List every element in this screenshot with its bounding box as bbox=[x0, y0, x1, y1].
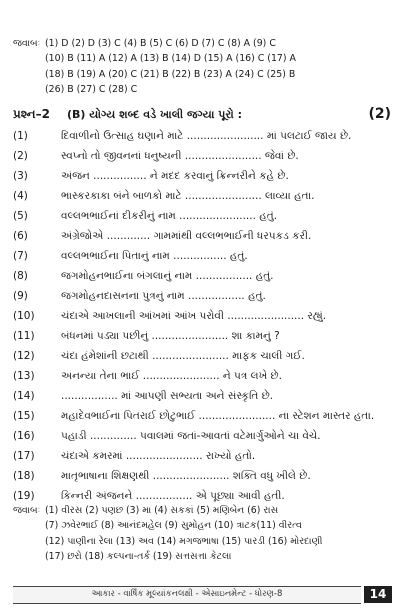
footer-text: આકાર - વાર્ષિક મૂલ્યાંકનલક્ષી - એસાઇનમેન્ટ - ધોરણ-8 bbox=[91, 589, 283, 599]
item-text: ચંદા હંમેશાંની છટાથી ....................... માફક ચાલી ગઈ. bbox=[61, 350, 305, 362]
item-text: વલ્લભભાઈના પિતાનું નામ ................ હતું. bbox=[61, 250, 248, 262]
list-item bbox=[13, 226, 393, 246]
item-text: જગમોહનભાઈના બંગલાનું નામ ................. હતું. bbox=[61, 270, 274, 282]
page-number: 14 bbox=[364, 586, 392, 603]
item-number: (7) bbox=[13, 250, 28, 262]
list-item bbox=[13, 286, 393, 306]
item-number: (8) bbox=[13, 270, 28, 282]
answer-label: જવાબઃ bbox=[13, 38, 41, 49]
answer-block-top bbox=[13, 36, 393, 98]
page-footer bbox=[0, 586, 404, 604]
item-text: બંધનમાં પડ્યા પછીનું ....................... શા કામનું ? bbox=[61, 330, 280, 342]
item-number: (1) bbox=[13, 130, 28, 142]
answer-key-fill: (1) વીરસ (2) પણછ (3) મા (4) સકકાં (5) મણિબેન (6) રાસ (7) ઝવેરભાઈ (8) આનંદમહેલ (9) સુમોહન (10) ત્રાટક(11) વીરત્વ (12) પાણીના રેલા (13) અવ (14) મગજભાષા (15) પારડી (16) મોરદાણી (17) છરો (18) કલ્પના-તર્ક (19) સત્તસત્તા કેટલા bbox=[45, 505, 323, 563]
item-number: (16) bbox=[13, 430, 35, 442]
answer-key-mcq: (1) D (2) D (3) C (4) B (5) C (6) D (7) C (8) A (9) C (10) B (11) A (12) A (13) B (14) D (15) A (16) C (17) A (18) B (19) A (20) C (21) B (22) B (23) A (24) C (25) B (26) B (27) C (28) C bbox=[45, 38, 296, 96]
item-text: ................. માં આપણી સભ્યતા અને સંસ્કૃતિ છે. bbox=[61, 390, 274, 402]
item-text: અનન્યા તેના ભાઈ ....................... ને પત્ર લખે છે. bbox=[61, 370, 283, 382]
item-text: દિવાળીનો ઉત્સાહ ઘણાને માટે ....................... માં પલટાઈ જાય છે. bbox=[61, 130, 352, 142]
item-number: (9) bbox=[13, 290, 28, 302]
list-item bbox=[13, 366, 393, 386]
item-text: વલ્લભભાઈનાં દીકરીનું નામ ....................... હતું. bbox=[61, 210, 278, 222]
list-item bbox=[13, 346, 393, 366]
item-number: (2) bbox=[13, 150, 28, 162]
list-item bbox=[13, 306, 393, 326]
item-text: અંગ્રેજોએ ............. ગામમાંથી વલ્લભભાઈની ધરપકડ કરી. bbox=[61, 230, 312, 242]
list-item bbox=[13, 466, 393, 486]
item-text: ચંદાએ કમરમાં ....................... રાખ્યો હતો. bbox=[61, 450, 256, 462]
item-text: કિન્નરી અંજનને ................. એ પૂછ્યા આવી હતી. bbox=[61, 490, 285, 502]
item-text: પહાડી .............. પવાલમાં જતાં-આવતાં વટેમાર્ગુઓને ચા વેચે. bbox=[61, 430, 321, 442]
list-item bbox=[13, 386, 393, 406]
list-item bbox=[13, 166, 393, 186]
question-number: પ્રશ્ન–2 bbox=[13, 107, 50, 121]
item-text: મહાદેવભાઈના પિતરાઈ છોટુભાઈ ....................... ના સ્ટેશન માસ્તર હતા. bbox=[61, 410, 375, 422]
item-number: (12) bbox=[13, 350, 35, 362]
question-marks: (2) bbox=[368, 106, 391, 122]
item-number: (19) bbox=[13, 490, 35, 502]
item-number: (14) bbox=[13, 390, 35, 402]
answer-label: જવાબઃ bbox=[13, 505, 41, 516]
item-number: (5) bbox=[13, 210, 28, 222]
list-item bbox=[13, 206, 393, 226]
item-number: (3) bbox=[13, 170, 28, 182]
list-item bbox=[13, 186, 393, 206]
item-text: જગમોહનદાસનના પુત્રનું નામ ................. હતું. bbox=[61, 290, 266, 302]
item-number: (10) bbox=[13, 310, 35, 322]
list-item bbox=[13, 146, 393, 166]
item-text: ભાસ્કરકાકા બંને બાળકો માટે ....................... લાવ્યા હતા. bbox=[61, 190, 315, 202]
list-item bbox=[13, 126, 393, 146]
item-number: (4) bbox=[13, 190, 28, 202]
list-item bbox=[13, 266, 393, 286]
question-heading bbox=[13, 105, 393, 125]
answer-block-bottom bbox=[13, 503, 393, 565]
footer-bar bbox=[13, 586, 361, 604]
question-title: (B) યોગ્ય શબ્દ વડે ખાલી જગ્યા પૂરો : bbox=[67, 108, 243, 121]
item-text: સ્વપ્નો તો જીવનનાં ધનુષ્યની ....................... જેવાં છે. bbox=[61, 150, 299, 162]
list-item bbox=[13, 406, 393, 426]
item-number: (13) bbox=[13, 370, 35, 382]
item-text: અંજન ................ ને મદદ કરવાનું ક્રિન્નરીને કહે છે. bbox=[61, 170, 289, 182]
item-number: (15) bbox=[13, 410, 35, 422]
item-number: (17) bbox=[13, 450, 35, 462]
item-number: (11) bbox=[13, 330, 35, 342]
list-item bbox=[13, 446, 393, 466]
item-text: માતૃભાષાના શિક્ષણથી ....................... શક્તિ વધુ ખીલે છે. bbox=[61, 470, 311, 482]
item-text: ચંદાએ આખલાની આંખમાં આંખ પરોવી ....................... રહ્યું. bbox=[61, 310, 327, 322]
item-number: (6) bbox=[13, 230, 28, 242]
item-number: (18) bbox=[13, 470, 35, 482]
list-item bbox=[13, 246, 393, 266]
list-item bbox=[13, 426, 393, 446]
list-item bbox=[13, 326, 393, 346]
